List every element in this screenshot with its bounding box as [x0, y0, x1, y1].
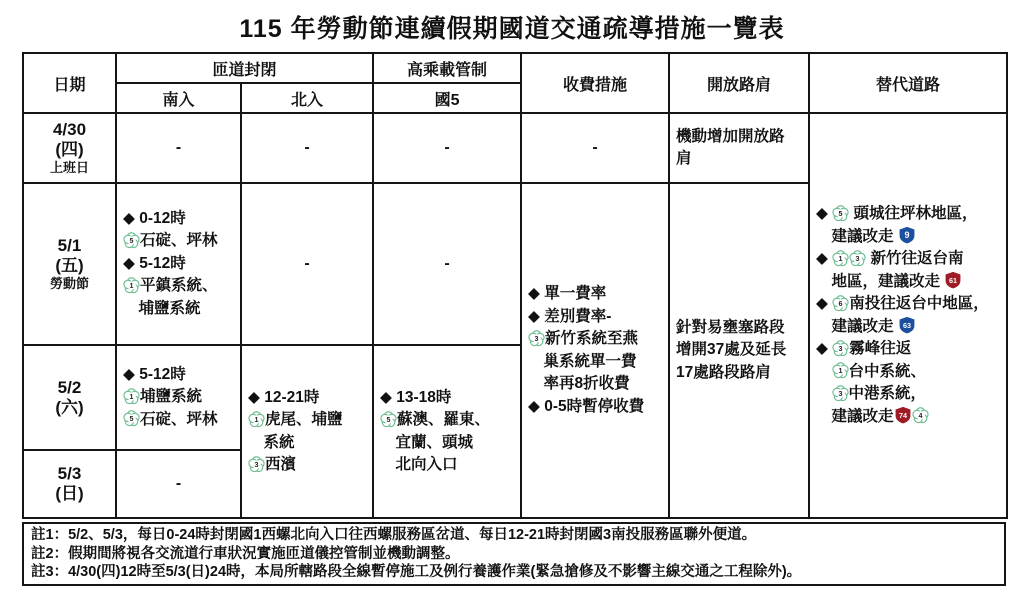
provincial-highway-74-icon — [894, 408, 912, 425]
cell-line: 建議改走 9 — [816, 226, 1003, 249]
cell-line: ◆ 13-18時 — [380, 388, 452, 406]
svg-text:5: 5 — [838, 209, 843, 218]
cell-line: 1 埔鹽系統 — [123, 386, 237, 409]
cell-line: ◆ 1 3 新竹往返台南 — [816, 250, 964, 267]
notes-box — [22, 522, 1006, 586]
cell-line: ◆ 0-5時暫停收費 — [528, 397, 645, 415]
national-highway-3-icon — [849, 250, 866, 267]
date-note: 勞動節 — [49, 276, 89, 291]
cell-line: 5 石碇、坪林 — [123, 409, 237, 432]
cell-line: 增開37處及延長 — [676, 341, 787, 359]
cell-line: ◆ 5 頭城往坪林地區， — [816, 205, 978, 222]
cell-shoulder-0501-0503 — [669, 183, 809, 518]
svg-text:6: 6 — [838, 299, 843, 308]
date-cell-0503 — [23, 450, 116, 518]
svg-text:5: 5 — [129, 415, 134, 424]
cell-0501-north-ramp: - — [241, 183, 373, 345]
date-day: 4/30 — [52, 120, 87, 139]
cell-0501-south-ramp — [116, 183, 241, 345]
date-note: 上班日 — [49, 160, 89, 175]
col-header-alt-roads: 替代道路 — [809, 53, 1007, 113]
svg-text:5: 5 — [129, 236, 134, 245]
cell-line: 針對易壅塞路段 — [676, 318, 785, 336]
cell-line: 5 石碇、坪林 — [123, 230, 237, 253]
page — [0, 9, 1024, 586]
svg-text:3: 3 — [855, 254, 860, 263]
date-day: 5/2 — [57, 377, 82, 397]
cell-line: 率再8折收費 — [528, 375, 630, 392]
national-highway-6-icon — [832, 295, 849, 312]
date-cell-0502 — [23, 345, 116, 450]
note-1: 註1：5/2、5/3，每日0-24時封閉國1西螺北向入口往西螺服務區岔道、每日12-21時封閉國3南投服務區聯外便道。 — [31, 527, 757, 543]
cell-0502-south-ramp — [116, 345, 241, 450]
date-cell-0501 — [23, 183, 116, 345]
national-highway-3-icon — [248, 456, 265, 473]
provincial-highway-63-icon — [898, 318, 916, 335]
date-weekday: (五) — [55, 256, 84, 275]
cell-0430-south-ramp: - — [116, 113, 241, 183]
date-day: 5/3 — [57, 464, 82, 483]
note-2: 註2：假期間將視各交流道行車狀況實施匝道儀控管制並機動調整。 — [31, 545, 460, 562]
col-header-hov-control: 高乘載管制 — [373, 53, 521, 83]
national-highway-3-icon — [832, 385, 849, 402]
date-cell-0430 — [23, 113, 116, 183]
cell-0430-north-ramp: - — [241, 113, 373, 183]
national-highway-5-icon — [123, 411, 140, 428]
national-highway-4-icon — [912, 408, 929, 425]
page-title: 115 年勞動節連續假期國道交通疏導措施一覽表 — [239, 15, 785, 43]
national-highway-1-icon — [832, 250, 849, 267]
cell-line: 巢系統單一費 — [528, 352, 637, 370]
svg-text:1: 1 — [838, 367, 843, 376]
cell-line: ◆ 差別費率- — [528, 307, 612, 325]
col-header-north-entry: 北入 — [241, 83, 373, 113]
national-highway-1-icon — [123, 388, 140, 405]
cell-0430-shoulder — [669, 113, 809, 183]
national-highway-5-icon — [123, 232, 140, 249]
cell-line: ◆ 5-12時 — [123, 254, 186, 272]
svg-text:1: 1 — [838, 254, 843, 263]
col-header-date: 日期 — [23, 53, 116, 113]
provincial-highway-9-icon — [898, 228, 916, 245]
national-highway-5-icon — [832, 205, 849, 222]
date-weekday: (六) — [55, 397, 84, 417]
date-day: 5/1 — [57, 236, 82, 255]
cell-line: 5 蘇澳、羅東、 — [380, 409, 517, 432]
cell-line: 北向入口 — [380, 456, 458, 473]
svg-text:74: 74 — [898, 410, 907, 420]
cell-0503-south-ramp: - — [116, 450, 241, 518]
svg-text:61: 61 — [949, 275, 958, 285]
cell-line: ◆ 0-12時 — [123, 209, 186, 227]
cell-line: 系統 — [248, 433, 295, 451]
cell-0501-n5-hov: - — [373, 183, 521, 345]
cell-toll-0501-0503 — [521, 183, 669, 518]
provincial-highway-61-icon — [944, 273, 962, 290]
svg-text:5: 5 — [386, 415, 391, 424]
header-row-1 — [23, 53, 1007, 83]
cell-alt-roads — [809, 113, 1007, 518]
national-highway-5-icon — [380, 411, 397, 428]
national-highway-1-icon — [832, 363, 849, 380]
cell-n5-hov-0502-0503 — [373, 345, 521, 518]
cell-line: 17處路段路肩 — [676, 363, 771, 381]
svg-text:3: 3 — [838, 344, 843, 353]
svg-text:1: 1 — [129, 281, 134, 290]
traffic-measures-table — [22, 52, 1008, 519]
svg-text:1: 1 — [254, 415, 259, 424]
cell-north-ramp-0502-0503 — [241, 345, 373, 518]
cell-line: ◆ 3 霧峰往返 — [816, 340, 912, 357]
cell-line: 地區，建議改走 61 — [816, 271, 1003, 294]
cell-line: 3 新竹系統至燕 — [528, 328, 665, 351]
col-header-n5: 國5 — [373, 83, 521, 113]
cell-line: 建議改走 63 — [816, 316, 1003, 339]
cell-line: 建議改走 74 4 — [816, 406, 1003, 429]
col-header-south-entry: 南入 — [116, 83, 241, 113]
date-weekday: (四) — [55, 140, 84, 159]
svg-text:3: 3 — [838, 389, 843, 398]
cell-line: 埔鹽系統 — [123, 299, 201, 317]
cell-line: 3 西濱 — [248, 454, 369, 477]
svg-text:63: 63 — [902, 320, 911, 330]
cell-0430-toll: - — [521, 113, 669, 183]
col-header-ramp-closure: 匝道封閉 — [116, 53, 373, 83]
cell-line: ◆ 12-21時 — [248, 388, 320, 406]
svg-text:4: 4 — [918, 412, 923, 421]
cell-line: 1 虎尾、埔鹽 — [248, 409, 369, 432]
cell-line: 宜蘭、頭城 — [380, 433, 474, 451]
cell-line: ◆ 5-12時 — [123, 365, 186, 383]
national-highway-3-icon — [832, 340, 849, 357]
svg-text:3: 3 — [254, 460, 259, 469]
national-highway-3-icon — [528, 330, 545, 347]
cell-0430-n5-hov: - — [373, 113, 521, 183]
cell-line: 機動增加開放路 — [676, 127, 785, 145]
note-3: 註3：4/30(四)12時至5/3(日)24時，本局所轄路段全線暫停施工及例行養護作業(緊急搶修及不影響主線交通之工程除外)。 — [31, 564, 802, 580]
national-highway-1-icon — [248, 411, 265, 428]
cell-line: ◆ 6 南投往返台中地區， — [816, 295, 989, 312]
date-weekday: (日) — [55, 484, 84, 503]
svg-text:1: 1 — [129, 392, 134, 401]
svg-text:3: 3 — [534, 334, 539, 343]
cell-line: 肩 — [676, 150, 692, 167]
col-header-shoulder: 開放路肩 — [669, 53, 809, 113]
row-0430 — [23, 113, 1007, 183]
cell-line: 3 中港系統， — [816, 383, 1003, 406]
cell-line: ◆ 單一費率 — [528, 285, 607, 302]
cell-line: 1 平鎮系統、 — [123, 275, 237, 298]
svg-text:9: 9 — [904, 229, 910, 240]
col-header-toll: 收費措施 — [521, 53, 669, 113]
national-highway-1-icon — [123, 277, 140, 294]
cell-line: 1 台中系統、 — [816, 361, 1003, 384]
